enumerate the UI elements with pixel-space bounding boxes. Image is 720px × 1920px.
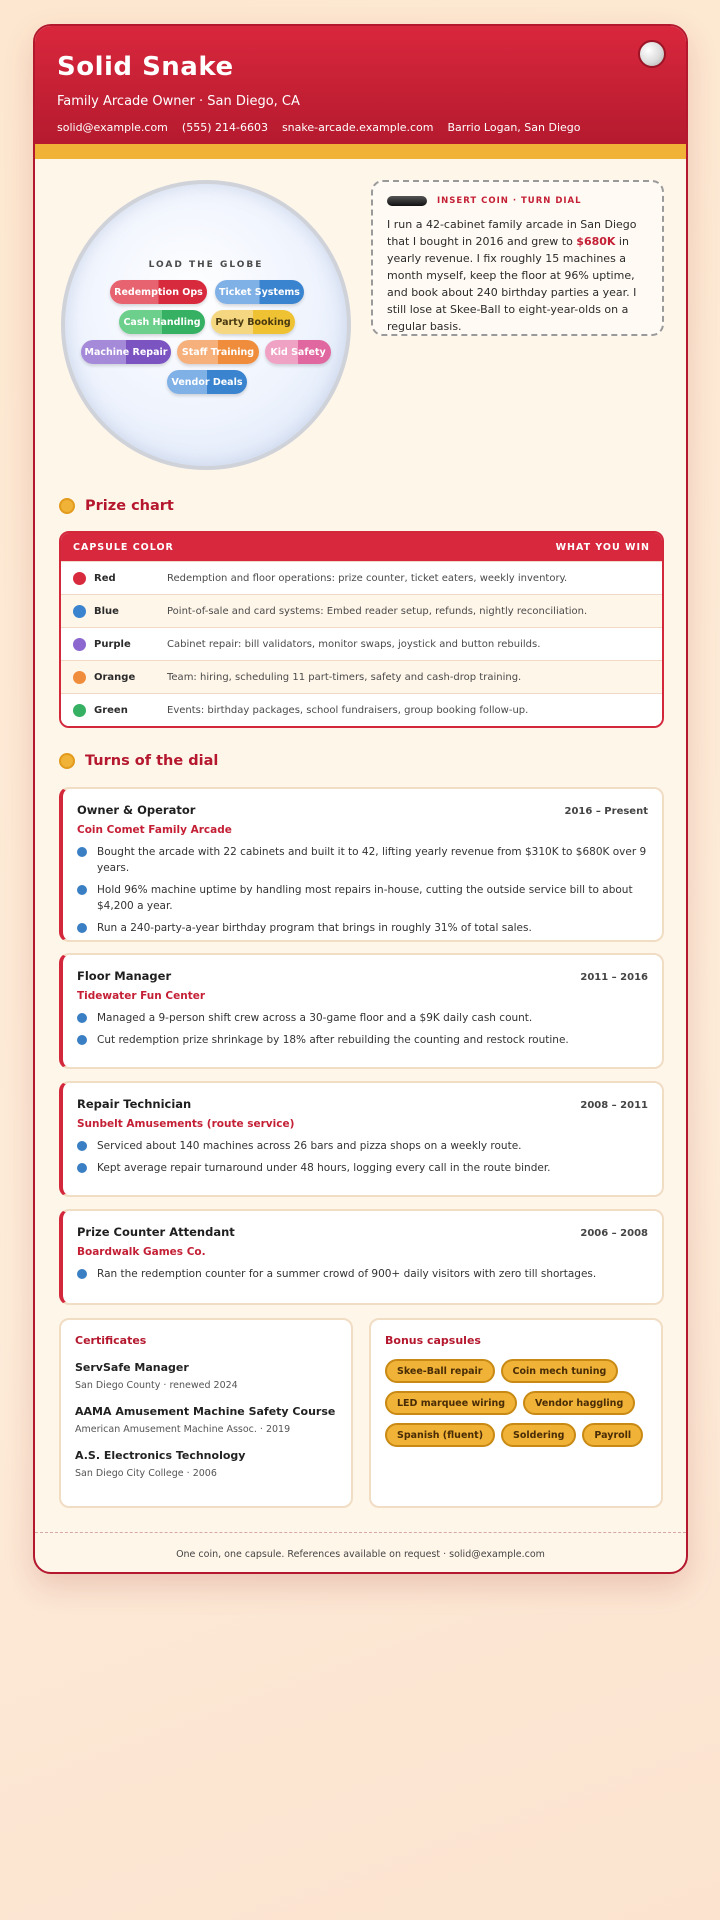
contact-email[interactable]: solid@example.com (57, 121, 168, 134)
capsule-vendor-deals[interactable]: Vendor Deals (167, 370, 247, 394)
job-card (59, 787, 664, 942)
job-company: Sunbelt Amusements (route service) (77, 1118, 295, 1130)
contact-location: Barrio Logan, San Diego (447, 121, 581, 134)
job-title: Owner & Operator (77, 803, 196, 817)
contact-phone[interactable]: (555) 214-6603 (181, 121, 268, 134)
certificate-name: A.S. Electronics Technology (75, 1449, 246, 1462)
job-title: Floor Manager (77, 969, 172, 983)
orange-dot-icon (73, 671, 86, 684)
table-row (61, 594, 662, 627)
list-item: Serviced about 140 machines across 26 bars and pizza shops on a weekly route. (77, 1138, 648, 1154)
row-color (61, 671, 167, 684)
list-item: Run a 240-party-a-year birthday program that brings in roughly 31% of total sales. (77, 920, 648, 936)
purple-dot-icon (73, 638, 86, 651)
token-icon (59, 753, 75, 769)
table-row (61, 660, 662, 693)
color-name: Purple (94, 638, 131, 650)
row-color (61, 605, 167, 618)
bonus-capsules-box (369, 1318, 663, 1508)
certificate-item (75, 1449, 337, 1479)
capsule-globe (61, 180, 351, 470)
list-item: Kept average repair turnaround under 48 hours, logging every call in the route binder. (77, 1160, 648, 1176)
job-title: Repair Technician (77, 1097, 192, 1111)
row-color (61, 638, 167, 651)
job-card (59, 1209, 664, 1305)
red-dot-icon (73, 572, 86, 585)
prize-chart-header (61, 533, 662, 561)
job-card (59, 953, 664, 1069)
job-card (59, 1081, 664, 1197)
job-bullets (77, 844, 648, 936)
skill-chip[interactable]: Coin mech tuning (501, 1359, 619, 1383)
intro-text-start: I run a 42-cabinet family arcade in San Diego that I bought in 2016 and grew to (387, 218, 637, 248)
job-company: Coin Comet Family Arcade (77, 824, 232, 836)
person-name: Solid Snake (57, 52, 234, 82)
row-description: Events: birthday packages, school fundraisers, group booking follow-up. (167, 704, 529, 716)
color-name: Orange (94, 671, 136, 683)
certificates-box (59, 1318, 353, 1508)
job-bullets (77, 1010, 648, 1048)
list-item: Cut redemption prize shrinkage by 18% after rebuilding the counting and restock routine. (77, 1032, 648, 1048)
token-icon (59, 498, 75, 514)
list-item: Bought the arcade with 22 cabinets and built it to 42, lifting yearly revenue from $310K to $680K over 9 years. (77, 844, 648, 876)
skill-chip[interactable]: Vendor haggling (523, 1391, 635, 1415)
job-bullets (77, 1266, 648, 1282)
color-name: Green (94, 704, 128, 716)
prize-chart-table (59, 531, 664, 728)
job-title: Prize Counter Attendant (77, 1225, 235, 1239)
green-dot-icon (73, 704, 86, 717)
certificate-name: AAMA Amusement Machine Safety Course (75, 1405, 336, 1418)
coin-slot (387, 196, 648, 206)
color-name: Red (94, 572, 116, 584)
coin-slot-label: INSERT COIN · TURN DIAL (437, 196, 582, 206)
table-row (61, 693, 662, 726)
prize-chart-title: Prize chart (85, 498, 174, 514)
capsule-cash-handling[interactable]: Cash Handling (119, 310, 205, 334)
certificate-meta: American Amusement Machine Assoc. · 2019 (75, 1424, 291, 1435)
color-name: Blue (94, 605, 119, 617)
job-company: Tidewater Fun Center (77, 990, 206, 1002)
list-item: Managed a 9-person shift crew across a 30-game floor and a $9K daily cash count. (77, 1010, 648, 1026)
certificate-item (75, 1361, 337, 1391)
certificate-meta: San Diego City College · 2006 (75, 1468, 217, 1479)
globe-title: LOAD THE GLOBE (148, 260, 264, 270)
intro-box (371, 180, 664, 336)
coin-icon[interactable] (638, 40, 666, 68)
table-row (61, 561, 662, 594)
certificate-meta: San Diego County · renewed 2024 (75, 1380, 238, 1391)
certificates-title: Certificates (75, 1334, 147, 1347)
intro-text (387, 216, 648, 335)
job-dates: 2016 – Present (564, 806, 648, 817)
job-dates: 2006 – 2008 (580, 1228, 648, 1239)
col-capsule-color: CAPSULE COLOR (73, 541, 174, 553)
skill-chip[interactable]: Spanish (fluent) (385, 1423, 495, 1447)
skill-chip[interactable]: Skee-Ball repair (385, 1359, 495, 1383)
row-description: Cabinet repair: bill validators, monitor swaps, joystick and button rebuilds. (167, 638, 541, 650)
list-item: Ran the redemption counter for a summer crowd of 900+ daily visitors with zero till shortages. (77, 1266, 648, 1282)
intro-revenue: $680K (576, 235, 616, 248)
row-color (61, 572, 167, 585)
row-color (61, 704, 167, 717)
intro-text-end: in yearly revenue. I fix roughly 15 machines a month myself, keep the floor at 96% uptime, and book about 240 birthday parties a year. I still lose at Skee-Ball to eight-year-olds on a regular basis. (387, 235, 637, 333)
job-bullets (77, 1138, 648, 1176)
row-description: Point-of-sale and card systems: Embed reader setup, refunds, nightly reconciliation. (167, 605, 588, 617)
skill-chip[interactable]: LED marquee wiring (385, 1391, 517, 1415)
row-description: Redemption and floor operations: prize counter, ticket eaters, weekly inventory. (167, 572, 568, 584)
resume-card (33, 24, 688, 1574)
header (35, 26, 686, 144)
job-dates: 2008 – 2011 (580, 1100, 648, 1111)
experience-title: Turns of the dial (85, 753, 219, 769)
table-row (61, 627, 662, 660)
capsule-redemption-ops[interactable]: Redemption Ops (110, 280, 207, 304)
footer: One coin, one capsule. References available on request · solid@example.com (35, 1532, 686, 1574)
bonus-capsules-title: Bonus capsules (385, 1334, 481, 1347)
blue-dot-icon (73, 605, 86, 618)
list-item: Hold 96% machine uptime by handling most repairs in-house, cutting the outside service bill to about $4,200 a year. (77, 882, 648, 914)
tagline: Family Arcade Owner · San Diego, CA (57, 94, 300, 109)
capsule-staff-training[interactable]: Staff Training (177, 340, 259, 364)
capsule-ticket-systems[interactable]: Ticket Systems (215, 280, 304, 304)
certificate-name: ServSafe Manager (75, 1361, 189, 1374)
skill-chips (385, 1359, 647, 1447)
job-dates: 2011 – 2016 (580, 972, 648, 983)
skill-chip[interactable]: Payroll (582, 1423, 643, 1447)
coin-slot-icon (387, 196, 427, 206)
contact-website[interactable]: snake-arcade.example.com (281, 121, 434, 134)
col-what-you-win: WHAT YOU WIN (555, 541, 650, 553)
prize-rows (61, 561, 662, 726)
gold-stripe (35, 144, 686, 159)
capsule-machine-repair[interactable]: Machine Repair (81, 340, 171, 364)
capsule-party-booking[interactable]: Party Booking (211, 310, 295, 334)
contact-list (57, 121, 664, 134)
job-company: Boardwalk Games Co. (77, 1246, 206, 1258)
prize-chart-heading (59, 498, 174, 514)
experience-heading (59, 753, 218, 769)
capsule-kid-safety[interactable]: Kid Safety (265, 340, 331, 364)
certificate-item (75, 1405, 337, 1435)
row-description: Team: hiring, scheduling 11 part-timers, safety and cash-drop training. (167, 671, 522, 683)
skill-chip[interactable]: Soldering (501, 1423, 576, 1447)
